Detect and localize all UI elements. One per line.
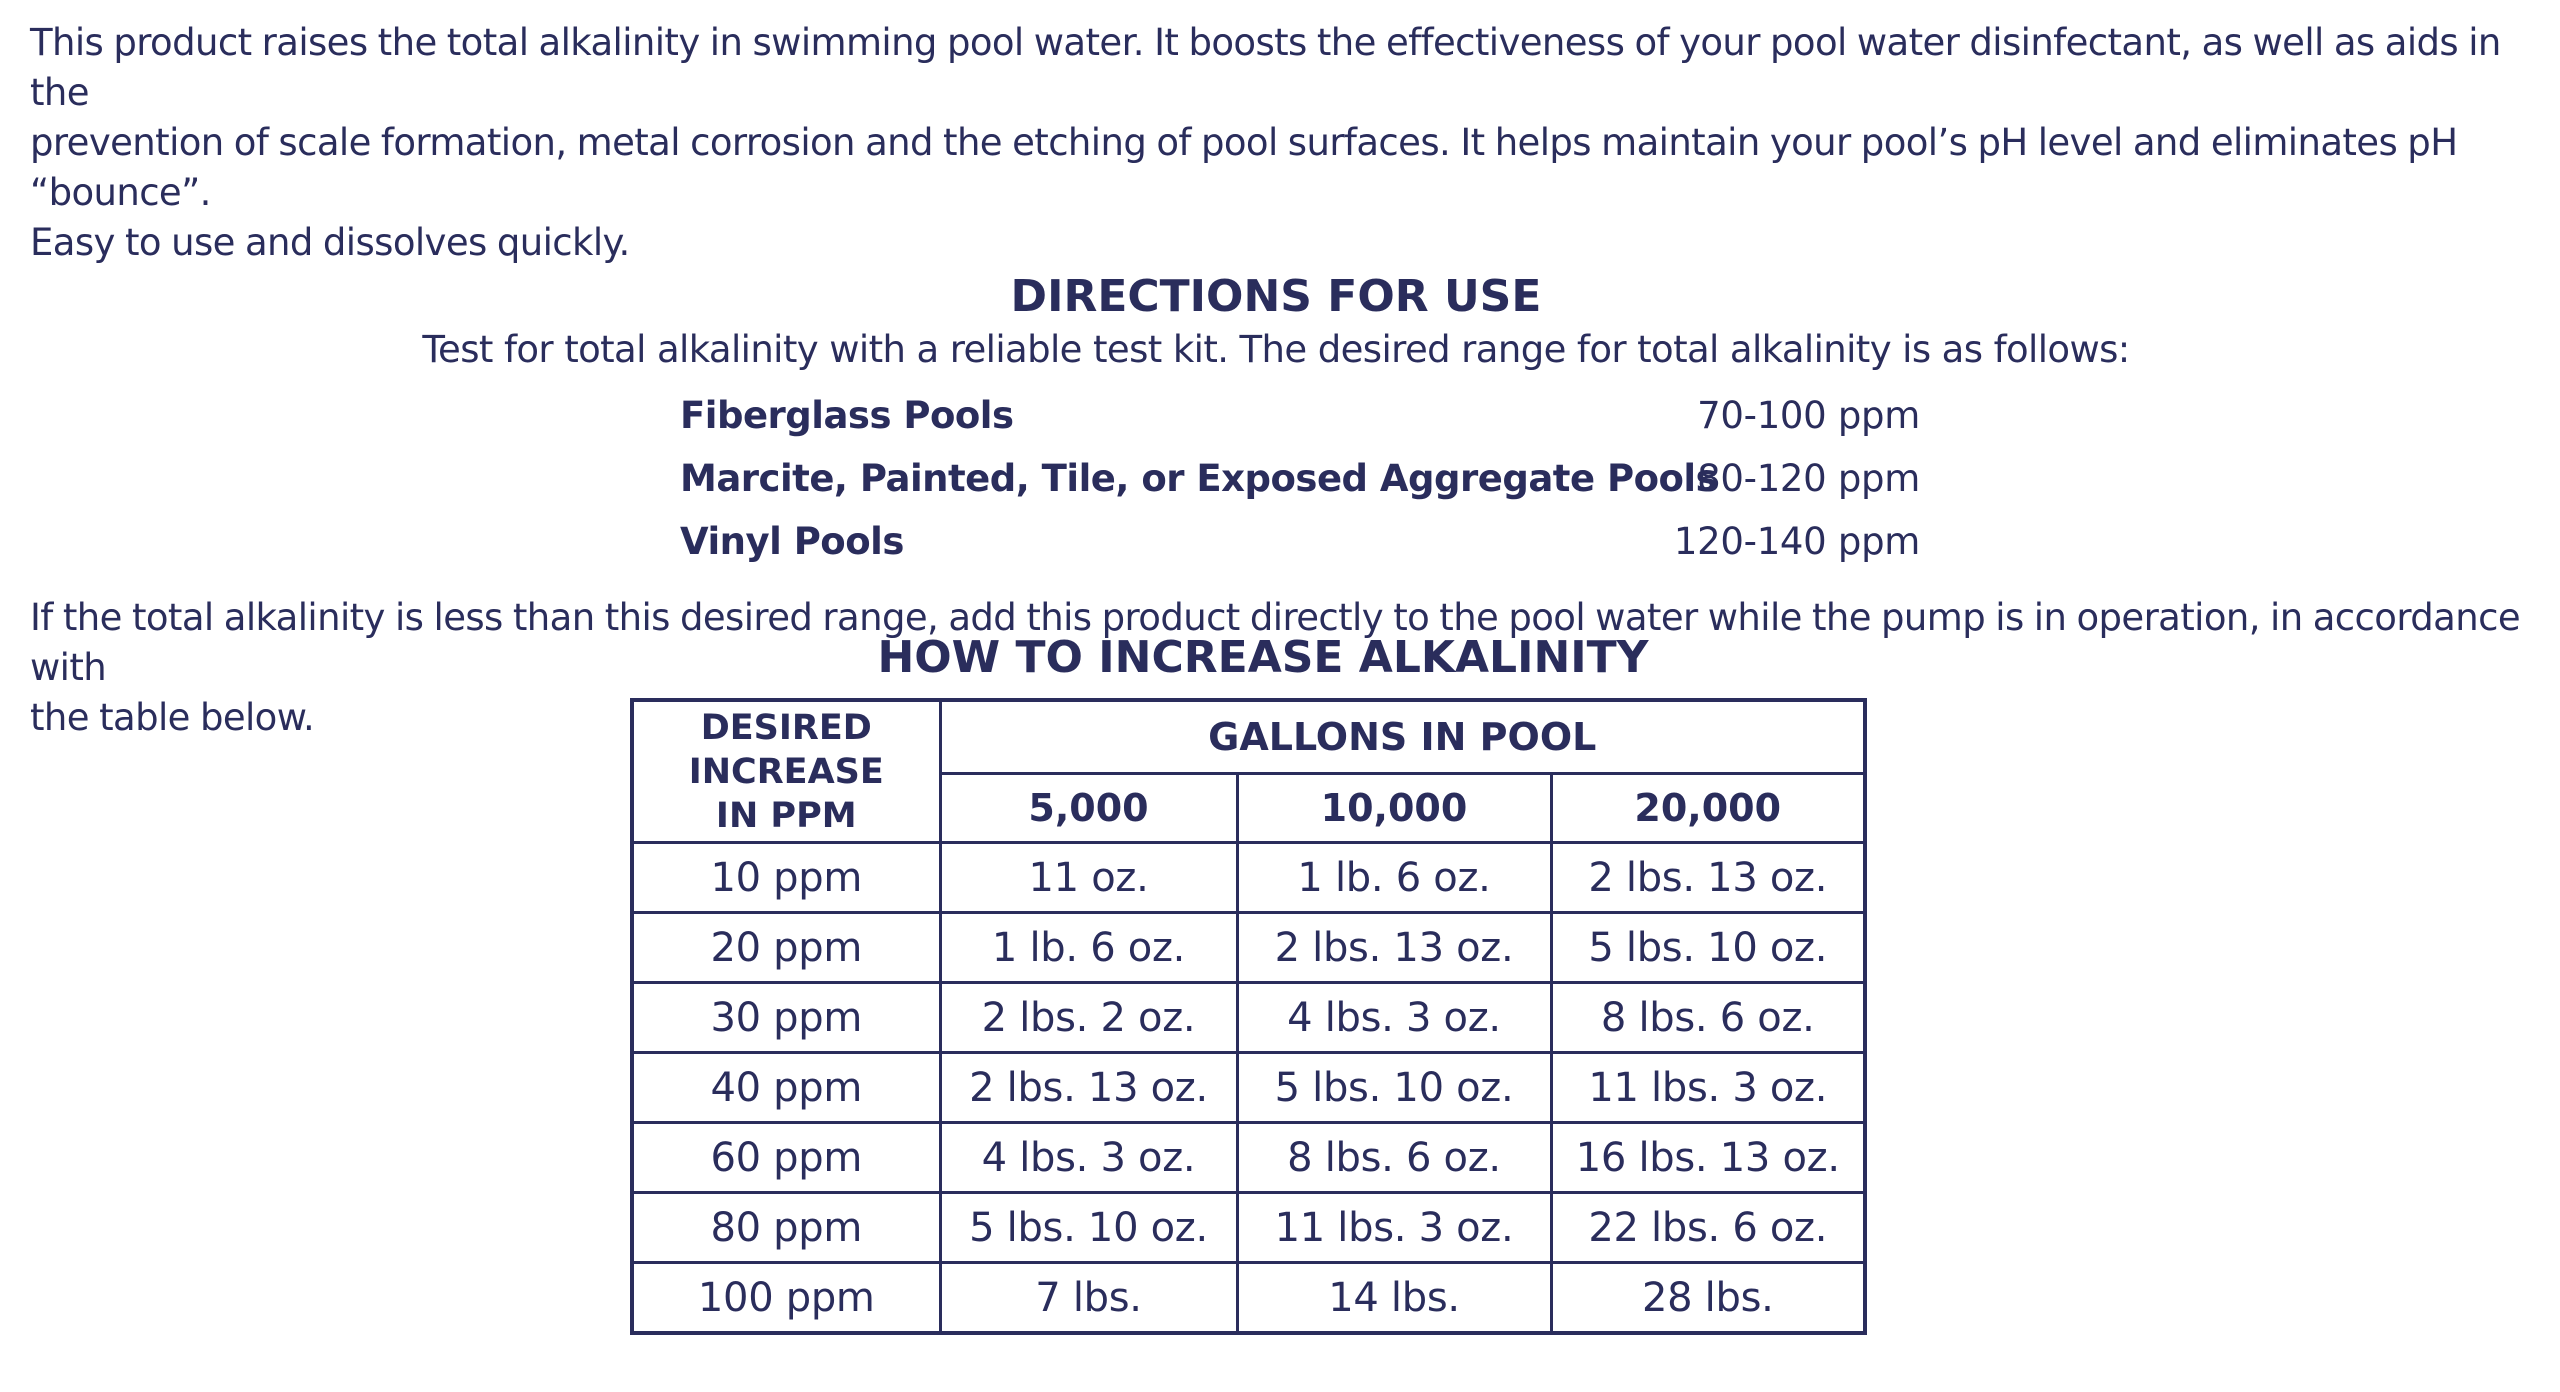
- table-cell: 7 lbs.: [940, 1263, 1237, 1334]
- table-row: [632, 1053, 1865, 1123]
- column-header: 20,000: [1551, 774, 1865, 843]
- table-row: [632, 843, 1865, 913]
- table-cell: 4 lbs. 3 oz.: [940, 1123, 1237, 1193]
- test-instructions: Test for total alkalinity with a reliable test kit. The desired range for total alkalinity is as follows:: [422, 328, 2130, 371]
- table-cell: 11 lbs. 3 oz.: [1551, 1053, 1865, 1123]
- column-header: 5,000: [940, 774, 1237, 843]
- table-row: [632, 913, 1865, 983]
- ppm-cell: 30 ppm: [632, 983, 940, 1053]
- dosage-line-1: If the total alkalinity is less than this desired range, add this product directly to the pool water while the pump is in operation, in accordance with: [30, 596, 2521, 689]
- ppm-cell: 100 ppm: [632, 1263, 940, 1334]
- table-cell: 16 lbs. 13 oz.: [1551, 1123, 1865, 1193]
- table-cell: 11 oz.: [940, 843, 1237, 913]
- ppm-cell: 40 ppm: [632, 1053, 940, 1123]
- table-title: HOW TO INCREASE ALKALINITY: [877, 632, 1649, 683]
- table-row: [632, 1193, 1865, 1263]
- table-row: [632, 1123, 1865, 1193]
- desired-header-line-3: IN PPM: [715, 795, 857, 836]
- table-row: [632, 1263, 1865, 1334]
- table-cell: 5 lbs. 10 oz.: [1551, 913, 1865, 983]
- range-row: [680, 384, 1920, 447]
- table-cell: 11 lbs. 3 oz.: [1237, 1193, 1551, 1263]
- directions-heading: DIRECTIONS FOR USE: [1010, 271, 1542, 322]
- table-cell: 28 lbs.: [1551, 1263, 1865, 1334]
- range-value: 70-100 ppm: [1697, 394, 1920, 437]
- range-row: [680, 510, 1920, 573]
- range-label: Fiberglass Pools: [680, 394, 1014, 437]
- range-label: Vinyl Pools: [680, 520, 904, 563]
- alkalinity-range-list: [680, 384, 1920, 573]
- table-cell: 8 lbs. 6 oz.: [1237, 1123, 1551, 1193]
- column-header: 10,000: [1237, 774, 1551, 843]
- ppm-cell: 80 ppm: [632, 1193, 940, 1263]
- table-cell: 1 lb. 6 oz.: [940, 913, 1237, 983]
- intro-line-3: Easy to use and dissolves quickly.: [30, 221, 630, 264]
- table-cell: 5 lbs. 10 oz.: [1237, 1053, 1551, 1123]
- table-cell: 5 lbs. 10 oz.: [940, 1193, 1237, 1263]
- intro-paragraph: [30, 18, 2540, 268]
- table-cell: 22 lbs. 6 oz.: [1551, 1193, 1865, 1263]
- alkalinity-dosage-table: [630, 698, 1867, 1335]
- table-cell: 8 lbs. 6 oz.: [1551, 983, 1865, 1053]
- range-label: Marcite, Painted, Tile, or Exposed Aggregate Pools: [680, 457, 1718, 500]
- table-cell: 4 lbs. 3 oz.: [1237, 983, 1551, 1053]
- table-cell: 2 lbs. 13 oz.: [1551, 843, 1865, 913]
- desired-header-line-2: INCREASE: [688, 751, 884, 792]
- ppm-cell: 20 ppm: [632, 913, 940, 983]
- table-cell: 2 lbs. 2 oz.: [940, 983, 1237, 1053]
- table-header-row: [632, 700, 1865, 774]
- desired-increase-header: [632, 700, 940, 843]
- range-row: [680, 447, 1920, 510]
- table-cell: 1 lb. 6 oz.: [1237, 843, 1551, 913]
- table-cell: 14 lbs.: [1237, 1263, 1551, 1334]
- range-value: 80-120 ppm: [1697, 457, 1920, 500]
- table-row: [632, 983, 1865, 1053]
- ppm-cell: 60 ppm: [632, 1123, 940, 1193]
- table-cell: 2 lbs. 13 oz.: [940, 1053, 1237, 1123]
- dosage-line-2: the table below.: [30, 696, 315, 739]
- range-value: 120-140 ppm: [1673, 520, 1920, 563]
- table-cell: 2 lbs. 13 oz.: [1237, 913, 1551, 983]
- gallons-in-pool-header: GALLONS IN POOL: [940, 700, 1865, 774]
- ppm-cell: 10 ppm: [632, 843, 940, 913]
- intro-line-2: prevention of scale formation, metal corrosion and the etching of pool surfaces. It helps maintain your pool’s pH level and eliminates pH “bounce”.: [30, 121, 2458, 214]
- intro-line-1: This product raises the total alkalinity in swimming pool water. It boosts the effectiveness of your pool water disinfectant, as well as aids in the: [30, 21, 2501, 114]
- desired-header-line-1: DESIRED: [700, 707, 872, 748]
